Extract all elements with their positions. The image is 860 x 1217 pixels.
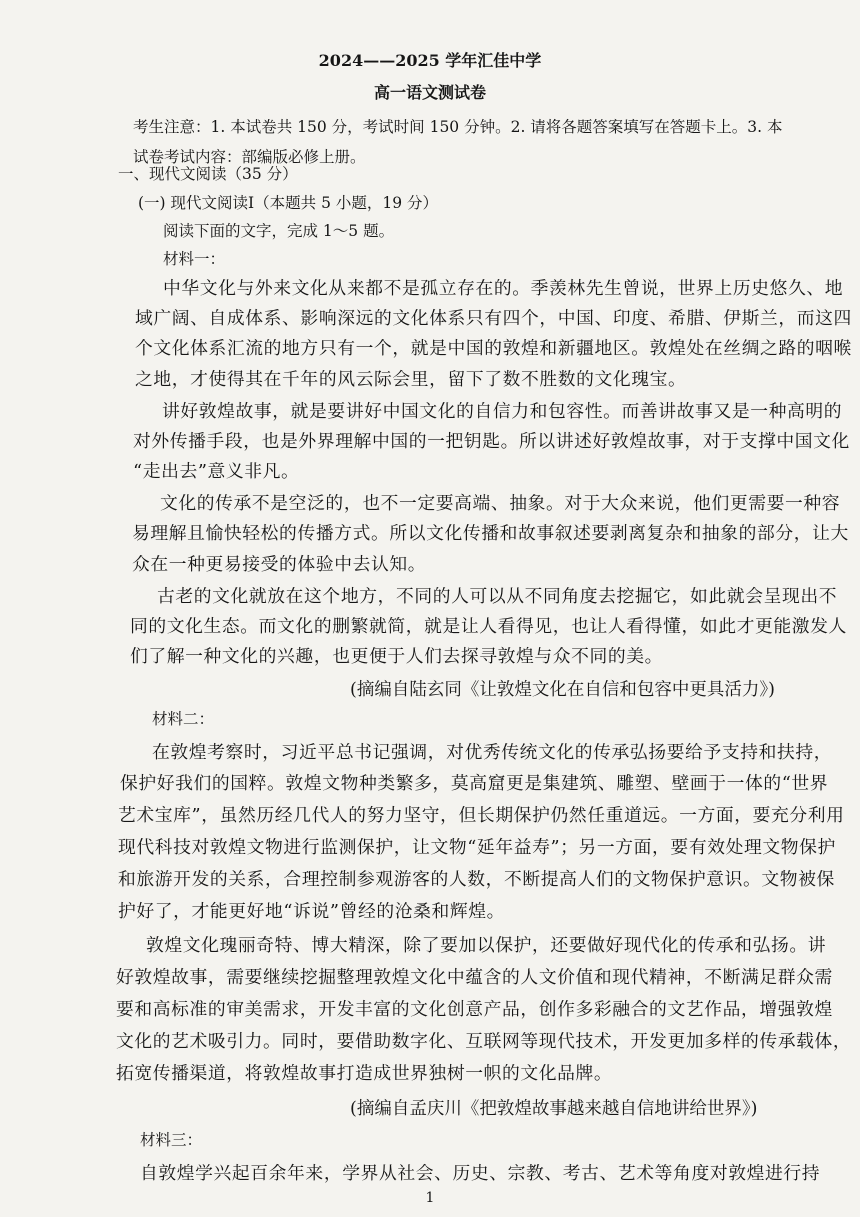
material1-line: 个文化体系汇流的地方只有一个，就是中国的敦煌和新疆地区。敦煌处在丝绸之路的咽喉 <box>135 338 852 359</box>
material2-line: 保护好我们的国粹。敦煌文物种类繁多，莫高窟更是集建筑、雕塑、壁画于一体的“世界 <box>120 773 829 794</box>
material1-line: “走出去”意义非凡。 <box>133 461 300 482</box>
material1-line: 古老的文化就放在这个地方，不同的人可以从不同角度去挖掘它，如此就会呈现出不 <box>157 586 838 607</box>
material1-line: 域广阔、自成体系、影响深远的文化体系只有四个，中国、印度、希腊、伊斯兰，而这四 <box>135 308 852 329</box>
material2-line: 和旅游开发的关系，合理控制参观游客的人数，不断提高人们的文物保护意识。文物被保 <box>118 869 835 890</box>
material2-line: 文化的艺术吸引力。同时，要借助数字化、互联网等现代技术，开发更加多样的传承载体， <box>116 1031 852 1052</box>
material2-line: 要和高标准的审美需求，开发丰富的文化创意产品，创作多彩融合的文艺作品，增强敦煌 <box>116 999 833 1020</box>
material1-line: 同的文化生态。而文化的删繁就简，就是让人看得见，也让人看得懂，如此才更能激发人 <box>130 616 847 637</box>
material1-line: 文化的传承不是空泛的，也不一定要高端、抽象。对于大众来说，他们更需要一种容 <box>160 493 841 514</box>
reading-instruction: 阅读下面的文字，完成 1～5 题。 <box>163 222 395 240</box>
material2-line: 好敦煌故事，需要继续挖掘整理敦煌文化中蕴含的人文价值和现代精神，不断满足群众需 <box>116 967 833 988</box>
material1-source: (摘编自陆玄同《让敦煌文化在自信和包容中更具活力》) <box>350 680 775 700</box>
material2-line: 敦煌文化瑰丽奇特、博大精深，除了要加以保护，还要做好现代化的传承和弘扬。讲 <box>146 935 827 956</box>
material2-line: 护好了，才能更好地“诉说”曾经的沧桑和辉煌。 <box>118 901 506 922</box>
material1-label: 材料一： <box>163 250 226 268</box>
material2-source: (摘编自孟庆川《把敦煌故事越来越自信地讲给世界》) <box>350 1099 758 1119</box>
material3-line: 自敦煌学兴起百余年来，学界从社会、历史、宗教、考古、艺术等角度对敦煌进行持 <box>140 1163 821 1184</box>
section-heading: 一、现代文阅读（35 分） <box>118 165 298 183</box>
page-number: 1 <box>425 1190 435 1206</box>
material3-label: 材料三： <box>140 1131 203 1149</box>
material2-line: 拓宽传播渠道，将敦煌故事打造成世界独树一帜的文化品牌。 <box>116 1063 613 1084</box>
exam-subtitle: 高一语文测试卷 <box>373 83 486 102</box>
material1-line: 讲好敦煌故事，就是要讲好中国文化的自信力和包容性。而善讲故事又是一种高明的 <box>162 401 843 422</box>
material1-line: 对外传播手段，也是外界理解中国的一把钥匙。所以讲述好敦煌故事，对于支撑中国文化 <box>133 431 850 452</box>
exam-title: 2024——2025 学年汇佳中学 <box>318 51 542 70</box>
material2-label: 材料二： <box>152 710 215 728</box>
material1-line: 们了解一种文化的兴趣，也更便于人们去探寻敦煌与众不同的美。 <box>130 646 664 667</box>
exam-notice: 考生注意：1. 本试卷共 150 分，考试时间 150 分钟。2. 请将各题答案填写在答题卡上。3. 本试卷考试内容：部编版必修上册。 <box>133 118 783 166</box>
material2-line: 在敦煌考察时，习近平总书记强调，对优秀传统文化的传承弘扬要给予支持和扶持， <box>152 742 833 763</box>
material2-line: 现代科技对敦煌文物进行监测保护，让文物“延年益寿”；另一方面，要有效处理文物保护 <box>118 837 836 858</box>
material1-line: 之地，才使得其在千年的风云际会里，留下了数不胜数的文化瑰宝。 <box>135 369 687 390</box>
part-heading: (一) 现代文阅读Ⅰ（本题共 5 小题，19 分） <box>138 194 439 212</box>
material1-line: 众在一种更易接受的体验中去认知。 <box>132 554 427 575</box>
material2-line: 艺术宝库”，虽然历经几代人的努力坚守，但长期保护仍然任重道远。一方面，要充分利用 <box>118 805 845 826</box>
material1-line: 易理解且愉快轻松的传播方式。所以文化传播和故事叙述要剥离复杂和抽象的部分，让大 <box>132 523 849 544</box>
material1-line: 中华文化与外来文化从来都不是孤立存在的。季羡林先生曾说，世界上历史悠久、地 <box>163 278 844 299</box>
